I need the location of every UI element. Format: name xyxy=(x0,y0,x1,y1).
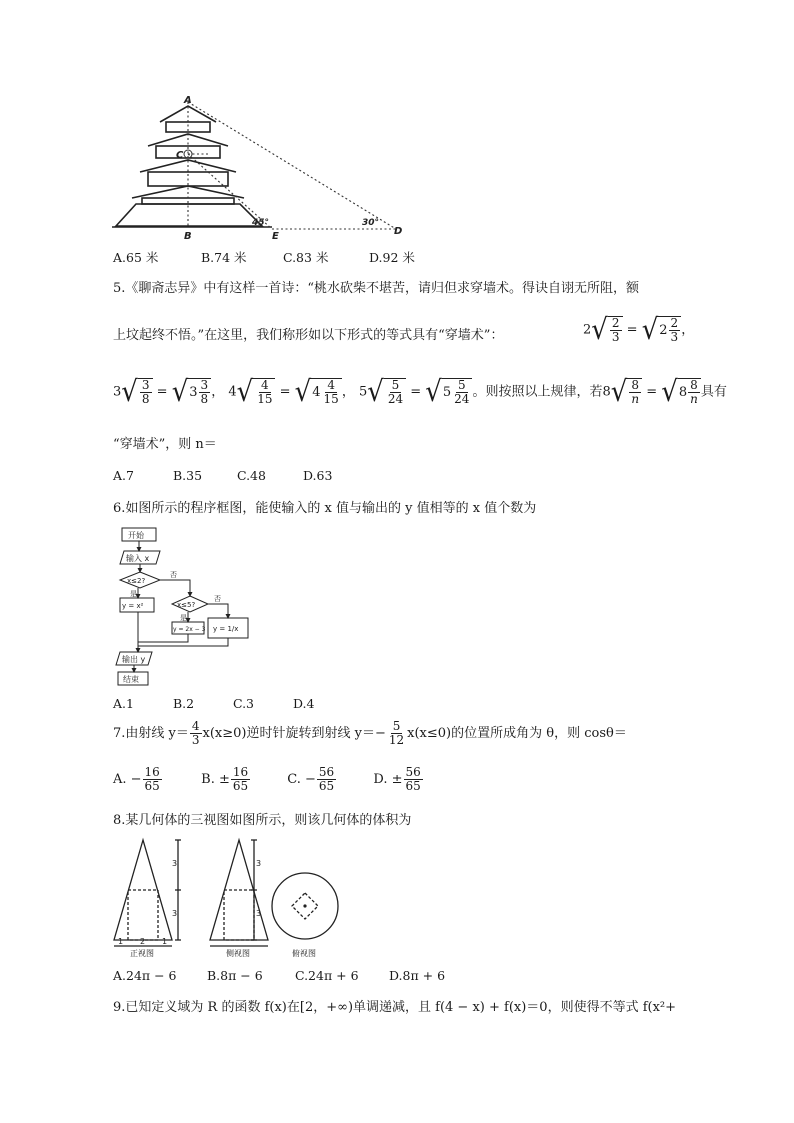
q4-option-a[interactable]: A.65 米 xyxy=(113,250,159,265)
eq1-inner-coef: 2 xyxy=(659,322,668,338)
flow-input: 输入 x xyxy=(126,554,150,563)
angle-30: 30° xyxy=(362,218,380,228)
q8-option-a[interactable]: A.24π − 6 xyxy=(113,968,177,983)
eq4-coef: 5 xyxy=(358,384,368,400)
eq8-num: 8 xyxy=(631,378,639,392)
eq4-inner-num: 5 xyxy=(457,378,466,392)
q7-option-b[interactable]: B. ± $\frac{16}{65}$ xyxy=(201,765,249,793)
dim-front-w2: 2 xyxy=(140,937,146,946)
q5-equation-1: 2 √ $\frac{2}{3}$ = √ 2 $\frac{2}{3}$ ， xyxy=(583,313,695,347)
q4-options xyxy=(113,248,415,266)
eq4-den: 24 xyxy=(387,392,404,406)
label-e: E xyxy=(272,231,279,241)
q6-options xyxy=(113,696,314,711)
dim-front-bottom: 3 xyxy=(172,909,178,918)
eq1-inner-den: 3 xyxy=(670,330,679,344)
flow-yes1: 是 xyxy=(130,590,137,598)
flow-start: 开始 xyxy=(128,531,144,540)
angle-45: 45° xyxy=(252,218,270,228)
q7-option-c[interactable]: C. − $\frac{56}{65}$ xyxy=(287,765,335,793)
eq1-den: 3 xyxy=(611,330,620,344)
dim-front-top: 3 xyxy=(172,859,178,868)
flow-cond2: x≤5? xyxy=(177,601,196,609)
q7-option-a[interactable]: A. − $\frac{16}{65}$ xyxy=(113,765,160,793)
eq3-num: 4 xyxy=(261,378,269,392)
eq1-num: 2 xyxy=(611,316,620,330)
label-b: B xyxy=(184,231,192,241)
dim-side-bottom: 3 xyxy=(256,909,262,918)
q4-option-c[interactable]: C.83 米 xyxy=(282,250,329,265)
eq3-equals: = xyxy=(279,384,291,400)
eq8-inner-coef: 8 xyxy=(678,384,688,400)
eq2-equals: = xyxy=(156,384,168,400)
flow-assign3: y = 1/x xyxy=(213,625,239,633)
q8-option-d[interactable]: D.8π + 6 xyxy=(388,968,446,983)
flow-no1: 否 xyxy=(170,571,177,579)
eq8-den: n xyxy=(631,392,640,406)
q5-option-a[interactable]: A.7 xyxy=(113,468,134,483)
q8-option-b[interactable]: B.8π − 6 xyxy=(206,968,263,983)
q8-text: 8.某几何体的三视图如图所示，则该几何体的体积为 xyxy=(113,813,412,828)
eq3-inner-num: 4 xyxy=(327,378,335,392)
q7-part1: 7.由射线 y＝ xyxy=(113,726,189,741)
q5-option-b[interactable]: B.35 xyxy=(172,468,203,483)
q5-options xyxy=(113,468,332,483)
eq1-equals: = xyxy=(626,322,638,338)
flow-no2: 否 xyxy=(214,595,221,603)
eq2-inner-num: 3 xyxy=(200,378,209,392)
q7-frac1-num: 4 xyxy=(191,719,200,733)
dim-front-w3: 1 xyxy=(162,937,168,946)
flow-cond1: x≤2? xyxy=(127,577,146,585)
eq3-comma: ， xyxy=(341,384,355,400)
q9-text: 9.已知定义域为 R 的函数 f(x)在[2，+∞)单调递减，且 f(4 − x) + f(x)＝0，则使得不等式 f(x²+ xyxy=(113,1000,677,1015)
q6-option-d[interactable]: D.4 xyxy=(292,696,315,711)
q7-options xyxy=(113,766,424,793)
dim-side-top: 3 xyxy=(256,859,262,868)
eq2-inner-den: 8 xyxy=(200,392,209,406)
q7-frac1-den: 3 xyxy=(191,733,200,747)
q5-option-d[interactable]: D.63 xyxy=(302,468,333,483)
eq2-coef: 3 xyxy=(113,384,122,400)
eq1-coef: 2 xyxy=(583,322,592,338)
flow-assign2: y = 2x − 3 xyxy=(173,626,206,633)
eq2-den: 8 xyxy=(141,392,150,406)
pagoda-figure xyxy=(112,96,412,241)
eq1-comma: ， xyxy=(681,322,695,338)
q4-option-d[interactable]: D.92 米 xyxy=(368,250,415,265)
q7-part2: x(x≥0)逆时针旋转到射线 y＝− xyxy=(202,726,386,741)
dim-front-w1: 1 xyxy=(118,937,124,946)
eq8-coef: 8 xyxy=(602,384,611,400)
flowchart-figure xyxy=(108,522,258,687)
label-top-view: 俯视图 xyxy=(292,949,316,958)
q5-line3: 3 √ $\frac{3}{8}$ = √ 3 $\frac{3}{8}$ ， 4 √ $\frac{4}{15}$ = √ 4 $\frac{4}{15}$ ， 5 √ $\frac{5}{24}$ = √ 5 $\frac{5}{24}$ 。则按照以上规律，若8 √ $\frac{8}{n}$ = √ 8 $\frac{8}{n}$ 具有 xyxy=(113,375,727,409)
flow-output: 输出 y xyxy=(122,655,146,664)
q5-line2-text: 上坟起终不悟。”在这里，我们称形如以下形式的等式具有“穿墙术”： xyxy=(113,328,504,343)
eq4-equals: = xyxy=(410,384,422,400)
q4-option-b[interactable]: B.74 米 xyxy=(200,250,247,265)
q7-frac2-den: 12 xyxy=(388,733,405,747)
eq2-comma: ， xyxy=(211,384,225,400)
eq3-den: 15 xyxy=(257,392,273,406)
q5-line2 xyxy=(113,327,503,345)
q5-option-c[interactable]: C.48 xyxy=(236,468,266,483)
q7-text xyxy=(113,720,627,747)
label-a: A xyxy=(184,96,192,106)
label-c: C xyxy=(176,150,184,161)
eq3-inner-den: 15 xyxy=(323,392,339,406)
q6-text: 6.如图所示的程序框图，能使输入的 x 值与输出的 y 值相等的 x 值个数为 xyxy=(113,501,537,516)
q7-frac2-num: 5 xyxy=(392,719,401,733)
flow-assign1: y = x² xyxy=(122,602,144,610)
label-side-view: 侧视图 xyxy=(226,949,250,958)
eq4-inner-den: 24 xyxy=(454,392,470,406)
eq4-num: 5 xyxy=(391,378,400,392)
q8-options xyxy=(113,968,445,983)
eq3-coef: 4 xyxy=(228,384,237,400)
q6-option-a[interactable]: A.1 xyxy=(113,696,134,711)
q6-option-c[interactable]: C.3 xyxy=(232,696,255,711)
eq2-num: 3 xyxy=(141,378,150,392)
q5-rule-text: 。则按照以上规律，若 xyxy=(472,384,603,400)
eq8-equals: = xyxy=(646,384,658,400)
three-views-figure xyxy=(110,836,340,958)
q7-option-d[interactable]: D. ± $\frac{56}{65}$ xyxy=(373,765,421,793)
eq8-inner-den: n xyxy=(690,392,698,406)
q6-option-b[interactable]: B.2 xyxy=(172,696,195,711)
label-front-view: 正视图 xyxy=(130,949,154,958)
label-d: D xyxy=(394,226,403,237)
q5-has-text: 具有 xyxy=(700,384,727,400)
eq4-inner-coef: 5 xyxy=(442,384,452,400)
q5-line1: 5.《聊斋志异》中有这样一首诗：“桃水砍柴不堪苦，请归但求穿墙术。得诀自诩无所阻，额 xyxy=(113,281,640,296)
eq2-inner-coef: 3 xyxy=(189,384,198,400)
q5-line4: “穿墙术”，则 n＝ xyxy=(113,437,217,452)
eq8-inner-num: 8 xyxy=(690,378,698,392)
q7-part3: x(x≤0)的位置所成角为 θ，则 cosθ＝ xyxy=(407,726,627,741)
eq3-inner-coef: 4 xyxy=(312,384,321,400)
eq1-inner-num: 2 xyxy=(670,316,679,330)
q8-option-c[interactable]: C.24π + 6 xyxy=(294,968,359,983)
flow-yes2: 是 xyxy=(180,614,187,622)
flow-end: 结束 xyxy=(123,675,139,684)
